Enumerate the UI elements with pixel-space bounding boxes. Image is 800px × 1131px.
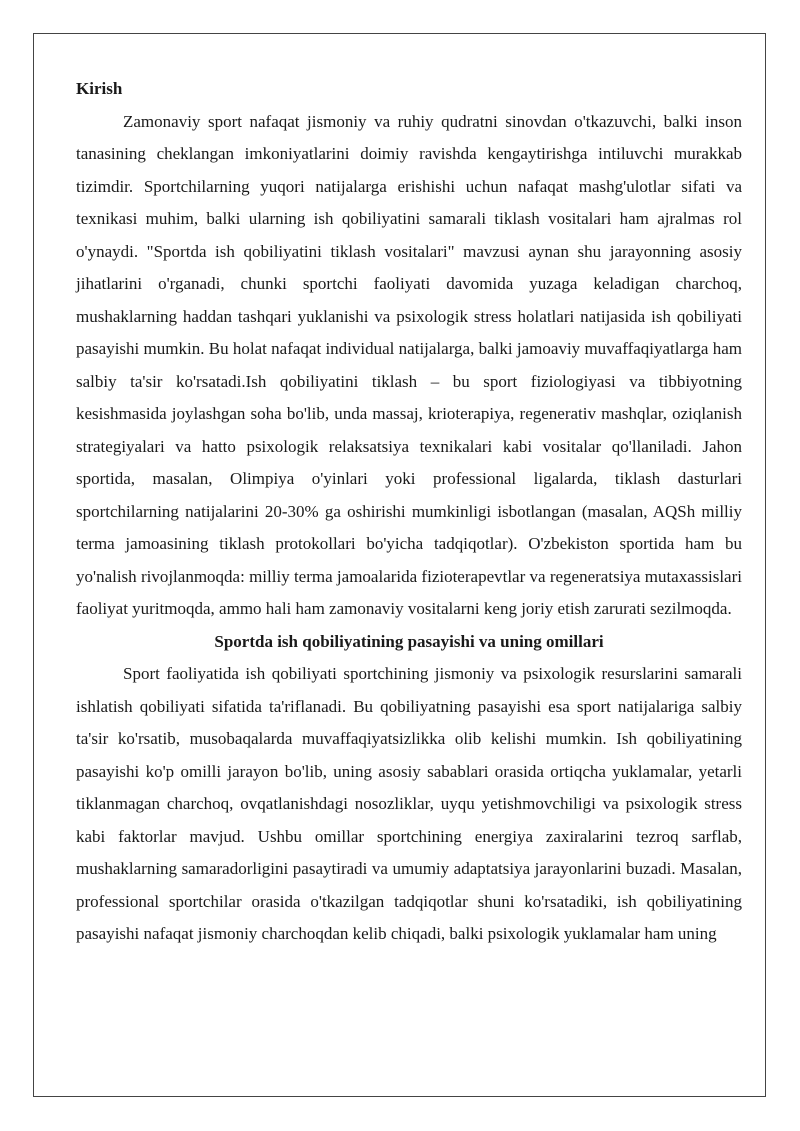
document-body bbox=[76, 73, 742, 951]
section-title-kirish: Kirish bbox=[76, 79, 123, 98]
section-title-pasayish: Sportda ish qobiliyatining pasayishi va uning omillari bbox=[214, 631, 604, 651]
paragraph-introduction: Zamonaviy sport nafaqat jismoniy va ruhiy qudratni sinovdan o'tkazuvchi, balki inson tanasining cheklangan imkoniyatlarini doimiy ravishda kengaytirishga intiluvchi murakkab tizimdir. Sportchilarning yuqori natijalarga erishishi uchun nafaqat mashg'ulotlar sifati va texnikasi muhim, balki ularning ish qobiliyatini samarali tiklash vositalari ham ajralmas rol o'ynaydi. "Sportda ish qobiliyatini tiklash vositalari" mavzusi aynan shu jarayonning asosiy jihatlarini o'rganadi, chunki sportchi faoliyati davomida yuzaga keladigan charchoq, mushaklarning haddan tashqari yuklanishi va psixologik stress holatlari natijasida ish qobiliyati pasayishi mumkin. Bu holat nafaqat individual natijalarga, balki jamoaviy muvaffaqiyatlarga ham salbiy ta'sir ko'rsatadi.Ish qobiliyatini tiklash – bu sport fiziologiyasi va tibbiyotning kesishmasida joylashgan soha bo'lib, unda massaj, krioterapiya, regenerativ mashqlar, oziqlanish strategiyalari va hatto psixologik relaksatsiya texnikalari kabi vositalar qo'llaniladi. Jahon sportida, masalan, Olimpiya o'yinlari yoki professional ligalarda, tiklash dasturlari sportchilarning natijalarini 20-30% ga oshirishi mumkinligi isbotlangan (masalan, AQSh milliy terma jamoasining tiklash protokollari bo'yicha tadqiqotlar). O'zbekiston sportida ham bu yo'nalish rivojlanmoqda: milliy terma jamoalarida fizioterapevtlar va regeneratsiya mutaxassislari faoliyat yuritmoqda, ammo hali ham zamonaviy vositalarni keng joriy etish zarurati sezilmoqda. bbox=[76, 111, 742, 618]
paragraph-pasayish: Sport faoliyatida ish qobiliyati sportchining jismoniy va psixologik resurslarini samarali ishlatish qobiliyati sifatida ta'riflanadi. Bu qobiliyatning pasayishi esa sport natijalariga salbiy ta'sir ko'rsatib, musobaqalarda muvaffaqiyatsizlikka olib kelishi mumkin. Ish qobiliyatining pasayishi ko'p omilli jarayon bo'lib, uning asosiy sabablari orasida ortiqcha yuklamalar, yetarli tiklanmagan charchoq, ovqatlanishdagi nosozliklar, uyqu yetishmovchiligi va psixologik stress kabi faktorlar mavjud. Ushbu omillar sportchining energiya zaxiralarini tezroq sarflab, mushaklarning samaradorligini pasaytiradi va umumiy adaptatsiya jarayonlarini buzadi. Masalan, professional sportchilar orasida o'tkazilgan tadqiqotlar shuni ko'rsatadiki, ish qobiliyatining pasayishi nafaqat jismoniy charchoqdan kelib chiqadi, balki psixologik yuklamalar ham uning bbox=[76, 664, 742, 943]
